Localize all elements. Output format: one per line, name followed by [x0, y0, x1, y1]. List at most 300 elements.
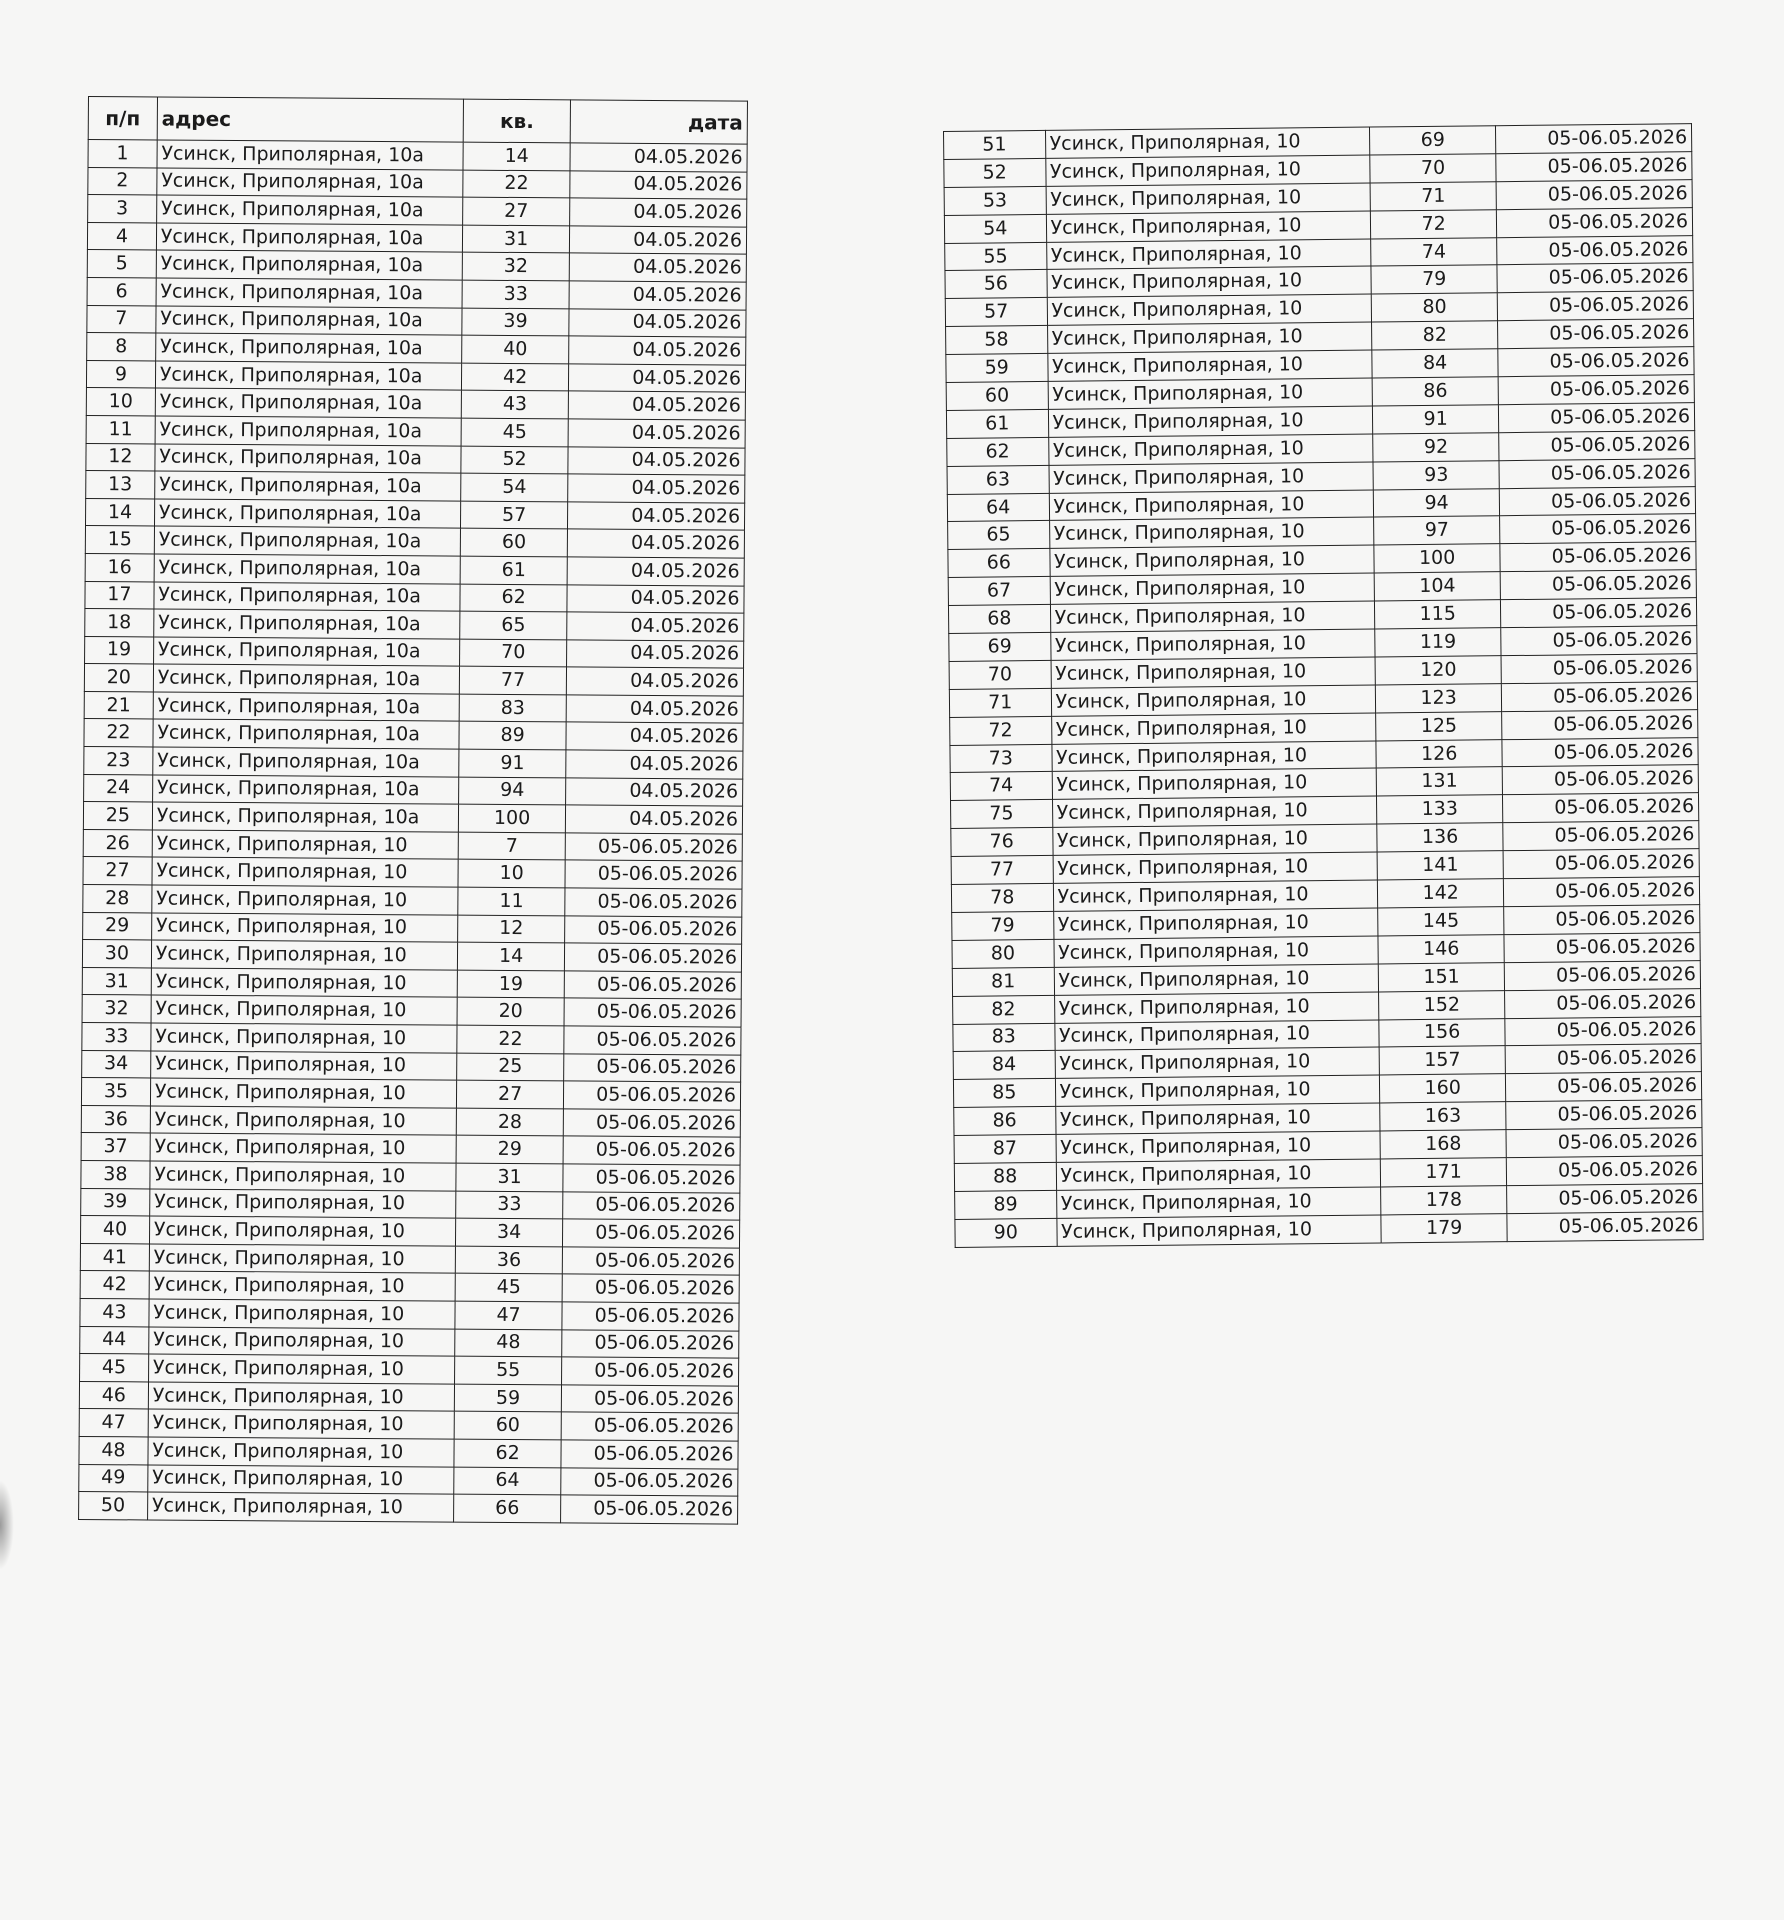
row-address: Усинск, Приполярная, 10	[148, 1382, 454, 1412]
row-apartment: 70	[459, 639, 567, 667]
row-address: Усинск, Приполярная, 10	[1050, 601, 1375, 632]
row-apartment: 45	[455, 1273, 563, 1301]
row-date: 05-06.05.2026	[564, 1053, 741, 1082]
row-apartment: 36	[455, 1246, 563, 1274]
row-number: 32	[82, 995, 151, 1023]
row-date: 05-06.05.2026	[564, 1109, 741, 1138]
row-number: 67	[948, 577, 1050, 606]
row-number: 68	[948, 605, 1050, 634]
row-date: 04.05.2026	[566, 722, 743, 751]
header-apt: кв.	[463, 99, 571, 143]
row-address: Усинск, Приполярная, 10	[150, 1161, 456, 1191]
row-number: 47	[79, 1409, 148, 1437]
row-number: 26	[83, 829, 152, 857]
row-date: 05-06.05.2026	[1504, 932, 1700, 962]
row-apartment: 59	[454, 1384, 562, 1412]
row-date: 05-06.05.2026	[1502, 709, 1698, 739]
row-date: 05-06.05.2026	[1504, 905, 1700, 935]
row-number: 51	[944, 130, 1046, 159]
row-date: 05-06.05.2026	[1506, 1100, 1702, 1130]
row-address: Усинск, Приполярная, 10а	[154, 499, 460, 529]
row-number: 34	[82, 1050, 151, 1078]
row-address: Усинск, Приполярная, 10а	[154, 554, 460, 584]
row-date: 05-06.05.2026	[1496, 124, 1692, 154]
row-address: Усинск, Приполярная, 10	[149, 1271, 455, 1301]
row-address: Усинск, Приполярная, 10а	[155, 333, 461, 363]
row-address: Усинск, Приполярная, 10	[151, 995, 457, 1025]
row-date: 04.05.2026	[567, 612, 744, 641]
row-number: 65	[948, 521, 1050, 550]
row-number: 33	[82, 1022, 151, 1050]
row-date: 05-06.05.2026	[1500, 542, 1696, 572]
row-number: 1	[88, 140, 157, 168]
row-number: 6	[87, 277, 156, 305]
row-number: 74	[950, 772, 1052, 801]
row-apartment: 160	[1380, 1074, 1506, 1103]
row-date: 05-06.05.2026	[1501, 654, 1697, 684]
row-address: Усинск, Приполярная, 10	[150, 1051, 456, 1081]
row-number: 35	[81, 1078, 150, 1106]
row-address: Усинск, Приполярная, 10а	[153, 637, 459, 667]
row-number: 82	[953, 995, 1055, 1024]
row-address: Усинск, Приполярная, 10	[1045, 155, 1370, 186]
row-address: Усинск, Приполярная, 10а	[156, 278, 462, 308]
row-date: 04.05.2026	[568, 529, 745, 558]
row-number: 73	[950, 744, 1052, 773]
row-apartment: 60	[454, 1411, 562, 1439]
row-apartment: 152	[1379, 990, 1505, 1019]
row-date: 05-06.05.2026	[1497, 291, 1693, 321]
row-number: 58	[946, 326, 1048, 355]
row-number: 83	[953, 1023, 1055, 1052]
row-date: 05-06.05.2026	[1500, 514, 1696, 544]
row-address: Усинск, Приполярная, 10	[1048, 406, 1373, 437]
row-address: Усинск, Приполярная, 10	[1052, 796, 1377, 827]
row-apartment: 32	[462, 252, 570, 280]
row-apartment: 25	[456, 1053, 564, 1081]
row-apartment: 7	[458, 832, 566, 860]
row-number: 46	[79, 1381, 148, 1409]
row-date: 04.05.2026	[568, 446, 745, 475]
row-address: Усинск, Приполярная, 10	[150, 1189, 456, 1219]
row-date: 05-06.05.2026	[565, 888, 742, 917]
row-number: 85	[953, 1079, 1055, 1108]
row-apartment: 69	[1370, 126, 1496, 155]
row-number: 2	[88, 167, 157, 195]
row-address: Усинск, Приполярная, 10	[1051, 685, 1376, 716]
row-apartment: 91	[1373, 405, 1499, 434]
row-apartment: 62	[460, 584, 568, 612]
row-number: 57	[945, 298, 1047, 327]
row-apartment: 83	[459, 694, 567, 722]
table-row	[79, 1492, 738, 1524]
row-date: 05-06.05.2026	[1502, 765, 1698, 795]
row-apartment: 141	[1377, 851, 1503, 880]
row-address: Усинск, Приполярная, 10	[1053, 908, 1378, 939]
row-date: 05-06.05.2026	[1505, 1044, 1701, 1074]
row-apartment: 82	[1372, 321, 1498, 350]
row-number: 49	[79, 1464, 148, 1492]
header-date: дата	[571, 100, 748, 144]
row-date: 05-06.05.2026	[562, 1357, 739, 1386]
row-apartment: 72	[1371, 209, 1497, 238]
row-address: Усинск, Приполярная, 10	[1056, 1215, 1381, 1246]
row-date: 05-06.05.2026	[561, 1440, 738, 1469]
row-address: Усинск, Приполярная, 10а	[157, 140, 463, 170]
row-number: 43	[80, 1298, 149, 1326]
row-address: Усинск, Приполярная, 10	[1055, 1047, 1380, 1078]
row-apartment: 10	[458, 860, 566, 888]
row-apartment: 45	[461, 418, 569, 446]
row-address: Усинск, Приполярная, 10а	[155, 416, 461, 446]
row-apartment: 77	[459, 666, 567, 694]
row-apartment: 119	[1375, 628, 1501, 657]
row-apartment: 64	[454, 1467, 562, 1495]
row-apartment: 39	[462, 308, 570, 336]
row-number: 54	[944, 214, 1046, 243]
row-date: 05-06.05.2026	[1500, 570, 1696, 600]
row-address: Усинск, Приполярная, 10	[1046, 211, 1371, 242]
row-apartment: 74	[1371, 237, 1497, 266]
row-number: 4	[87, 222, 156, 250]
row-number: 14	[85, 498, 154, 526]
row-date: 04.05.2026	[569, 336, 746, 365]
row-date: 05-06.05.2026	[1507, 1211, 1703, 1241]
row-address: Усинск, Приполярная, 10	[1054, 936, 1379, 967]
row-apartment: 93	[1373, 460, 1499, 489]
row-apartment: 120	[1375, 656, 1501, 685]
row-address: Усинск, Приполярная, 10	[1047, 350, 1372, 381]
row-number: 79	[952, 911, 1054, 940]
row-number: 17	[85, 581, 154, 609]
row-apartment: 89	[459, 722, 567, 750]
row-date: 05-06.05.2026	[1507, 1183, 1703, 1213]
row-apartment: 97	[1374, 516, 1500, 545]
row-number: 27	[83, 857, 152, 885]
row-apartment: 43	[461, 390, 569, 418]
row-apartment: 54	[461, 473, 569, 501]
row-address: Усинск, Приполярная, 10	[1047, 322, 1372, 353]
row-apartment: 104	[1374, 572, 1500, 601]
row-number: 84	[953, 1051, 1055, 1080]
row-date: 05-06.05.2026	[562, 1412, 739, 1441]
row-number: 52	[944, 158, 1046, 187]
row-date: 04.05.2026	[570, 253, 747, 282]
row-apartment: 123	[1376, 683, 1502, 712]
row-apartment: 65	[460, 611, 568, 639]
header-address: адрес	[157, 97, 463, 142]
row-date: 05-06.05.2026	[564, 998, 741, 1027]
row-address: Усинск, Приполярная, 10	[1047, 294, 1372, 325]
row-date: 05-06.05.2026	[562, 1329, 739, 1358]
row-address: Усинск, Приполярная, 10	[149, 1299, 455, 1329]
row-address: Усинск, Приполярная, 10	[150, 1106, 456, 1136]
row-apartment: 12	[457, 915, 565, 943]
row-address: Усинск, Приполярная, 10	[1048, 378, 1373, 409]
row-number: 42	[80, 1271, 149, 1299]
row-address: Усинск, Приполярная, 10	[149, 1244, 455, 1274]
row-apartment: 62	[454, 1439, 562, 1467]
row-number: 59	[946, 354, 1048, 383]
row-address: Усинск, Приполярная, 10	[1054, 992, 1379, 1023]
row-apartment: 80	[1372, 293, 1498, 322]
row-apartment: 94	[1374, 488, 1500, 517]
row-number: 48	[79, 1436, 148, 1464]
row-number: 69	[949, 632, 1051, 661]
row-date: 05-06.05.2026	[563, 1136, 740, 1165]
address-table-right	[943, 123, 1704, 1247]
row-address: Усинск, Приполярная, 10	[1046, 266, 1371, 297]
row-date: 05-06.05.2026	[1498, 403, 1694, 433]
row-apartment: 133	[1377, 795, 1503, 824]
row-address: Усинск, Приполярная, 10	[148, 1464, 454, 1494]
row-address: Усинск, Приполярная, 10	[1054, 1019, 1379, 1050]
row-address: Усинск, Приполярная, 10а	[153, 664, 459, 694]
row-address: Усинск, Приполярная, 10а	[156, 250, 462, 280]
row-number: 3	[88, 195, 157, 223]
row-apartment: 27	[456, 1080, 564, 1108]
row-date: 04.05.2026	[570, 198, 747, 227]
row-number: 21	[84, 691, 153, 719]
row-date: 05-06.05.2026	[563, 1191, 740, 1220]
row-apartment: 168	[1380, 1130, 1506, 1159]
row-date: 05-06.05.2026	[562, 1385, 739, 1414]
row-date: 05-06.05.2026	[1496, 179, 1692, 209]
row-date: 05-06.05.2026	[564, 1026, 741, 1055]
header-num: п/п	[88, 97, 157, 140]
row-apartment: 151	[1379, 962, 1505, 991]
row-number: 81	[952, 967, 1054, 996]
row-number: 86	[954, 1107, 1056, 1136]
row-apartment: 33	[456, 1191, 564, 1219]
row-date: 05-06.05.2026	[1499, 486, 1695, 516]
row-address: Усинск, Приполярная, 10	[147, 1492, 453, 1522]
row-number: 40	[80, 1216, 149, 1244]
row-address: Усинск, Приполярная, 10	[1055, 1075, 1380, 1106]
row-apartment: 31	[456, 1163, 564, 1191]
row-date: 05-06.05.2026	[1503, 793, 1699, 823]
row-number: 5	[87, 250, 156, 278]
row-address: Усинск, Приполярная, 10	[150, 1133, 456, 1163]
row-apartment: 100	[458, 804, 566, 832]
row-address: Усинск, Приполярная, 10а	[152, 775, 458, 805]
row-address: Усинск, Приполярная, 10	[148, 1354, 454, 1384]
row-date: 05-06.05.2026	[1500, 598, 1696, 628]
row-address: Усинск, Приполярная, 10	[1052, 824, 1377, 855]
table-body-left	[79, 140, 748, 1524]
row-apartment: 125	[1376, 711, 1502, 740]
row-number: 13	[86, 471, 155, 499]
row-number: 24	[84, 774, 153, 802]
row-address: Усинск, Приполярная, 10	[148, 1409, 454, 1439]
row-apartment: 100	[1374, 544, 1500, 573]
address-table-left	[78, 96, 748, 1524]
row-number: 72	[950, 716, 1052, 745]
row-date: 05-06.05.2026	[1496, 207, 1692, 237]
row-address: Усинск, Приполярная, 10	[1049, 462, 1374, 493]
row-number: 64	[947, 493, 1049, 522]
row-apartment: 40	[461, 335, 569, 363]
row-number: 28	[83, 885, 152, 913]
row-address: Усинск, Приполярная, 10	[1055, 1103, 1380, 1134]
row-address: Усинск, Приполярная, 10	[1051, 741, 1376, 772]
row-number: 76	[951, 828, 1053, 857]
row-number: 7	[87, 305, 156, 333]
row-address: Усинск, Приполярная, 10	[1049, 490, 1374, 521]
row-date: 05-06.05.2026	[1501, 626, 1697, 656]
row-number: 20	[84, 664, 153, 692]
row-date: 05-06.05.2026	[1499, 458, 1695, 488]
row-number: 71	[949, 688, 1051, 717]
row-date: 04.05.2026	[567, 640, 744, 669]
row-number: 87	[954, 1134, 1056, 1163]
row-number: 11	[86, 415, 155, 443]
row-address: Усинск, Приполярная, 10	[152, 885, 458, 915]
row-number: 16	[85, 553, 154, 581]
row-number: 89	[955, 1190, 1057, 1219]
row-apartment: 146	[1378, 934, 1504, 963]
row-number: 22	[84, 719, 153, 747]
row-address: Усинск, Приполярная, 10а	[155, 471, 461, 501]
row-date: 04.05.2026	[569, 391, 746, 420]
row-number: 8	[87, 333, 156, 361]
row-apartment: 14	[457, 942, 565, 970]
row-address: Усинск, Приполярная, 10	[1050, 629, 1375, 660]
row-apartment: 94	[458, 777, 566, 805]
row-date: 05-06.05.2026	[562, 1302, 739, 1331]
row-address: Усинск, Приполярная, 10	[151, 913, 457, 943]
row-apartment: 156	[1379, 1018, 1505, 1047]
row-number: 88	[954, 1162, 1056, 1191]
row-address: Усинск, Приполярная, 10	[150, 1078, 456, 1108]
row-address: Усинск, Приполярная, 10а	[152, 802, 458, 832]
row-address: Усинск, Приполярная, 10	[1046, 183, 1371, 214]
row-address: Усинск, Приполярная, 10	[149, 1326, 455, 1356]
row-apartment: 84	[1372, 349, 1498, 378]
row-number: 61	[946, 409, 1048, 438]
row-apartment: 28	[456, 1108, 564, 1136]
row-number: 31	[82, 967, 151, 995]
row-apartment: 79	[1371, 265, 1497, 294]
row-apartment: 115	[1375, 600, 1501, 629]
row-number: 55	[945, 242, 1047, 271]
row-date: 05-06.05.2026	[566, 833, 743, 862]
row-address: Усинск, Приполярная, 10	[152, 830, 458, 860]
row-apartment: 136	[1377, 823, 1503, 852]
row-number: 23	[84, 747, 153, 775]
row-apartment: 92	[1373, 432, 1499, 461]
row-address: Усинск, Приполярная, 10	[152, 857, 458, 887]
row-number: 37	[81, 1133, 150, 1161]
row-number: 66	[948, 549, 1050, 578]
row-address: Усинск, Приполярная, 10	[1046, 239, 1371, 270]
row-date: 05-06.05.2026	[1498, 375, 1694, 405]
row-number: 53	[944, 186, 1046, 215]
row-date: 05-06.05.2026	[1499, 430, 1695, 460]
row-apartment: 145	[1378, 907, 1504, 936]
row-date: 04.05.2026	[568, 502, 745, 531]
row-date: 05-06.05.2026	[1498, 347, 1694, 377]
row-address: Усинск, Приполярная, 10	[151, 968, 457, 998]
row-date: 04.05.2026	[566, 778, 743, 807]
row-apartment: 61	[460, 556, 568, 584]
row-date: 04.05.2026	[566, 750, 743, 779]
row-address: Усинск, Приполярная, 10	[1049, 545, 1374, 576]
row-apartment: 52	[461, 446, 569, 474]
row-address: Усинск, Приполярная, 10	[1056, 1131, 1381, 1162]
row-apartment: 11	[458, 887, 566, 915]
row-apartment: 60	[460, 528, 568, 556]
row-date: 05-06.05.2026	[565, 860, 742, 889]
row-date: 04.05.2026	[570, 226, 747, 255]
row-apartment: 22	[463, 170, 571, 198]
row-date: 05-06.05.2026	[563, 1247, 740, 1276]
row-date: 05-06.05.2026	[563, 1164, 740, 1193]
row-apartment: 19	[457, 970, 565, 998]
row-date: 04.05.2026	[567, 667, 744, 696]
row-address: Усинск, Приполярная, 10	[1049, 517, 1374, 548]
row-apartment: 91	[459, 749, 567, 777]
row-date: 04.05.2026	[567, 557, 744, 586]
row-date: 04.05.2026	[567, 584, 744, 613]
row-date: 05-06.05.2026	[1496, 152, 1692, 182]
row-number: 60	[946, 381, 1048, 410]
row-address: Усинск, Приполярная, 10	[151, 940, 457, 970]
row-apartment: 47	[455, 1301, 563, 1329]
row-date: 04.05.2026	[568, 419, 745, 448]
row-number: 29	[83, 912, 152, 940]
row-date: 04.05.2026	[570, 170, 747, 199]
row-number: 19	[85, 636, 154, 664]
row-apartment: 22	[457, 1025, 565, 1053]
row-address: Усинск, Приполярная, 10а	[156, 195, 462, 225]
row-apartment: 131	[1376, 767, 1502, 796]
row-address: Усинск, Приполярная, 10	[1051, 713, 1376, 744]
row-address: Усинск, Приполярная, 10	[151, 1023, 457, 1053]
row-apartment: 33	[462, 280, 570, 308]
row-apartment: 163	[1380, 1102, 1506, 1131]
row-apartment: 157	[1379, 1046, 1505, 1075]
row-date: 05-06.05.2026	[1503, 877, 1699, 907]
row-number: 50	[79, 1492, 148, 1520]
row-number: 56	[945, 270, 1047, 299]
row-apartment: 29	[456, 1135, 564, 1163]
row-apartment: 66	[453, 1494, 561, 1522]
row-address: Усинск, Приполярная, 10а	[156, 223, 462, 253]
row-apartment: 31	[462, 225, 570, 253]
row-date: 05-06.05.2026	[562, 1274, 739, 1303]
row-number: 9	[86, 360, 155, 388]
row-date: 05-06.05.2026	[1505, 1072, 1701, 1102]
row-number: 70	[949, 660, 1051, 689]
row-number: 36	[81, 1105, 150, 1133]
row-apartment: 42	[461, 363, 569, 391]
row-apartment: 27	[462, 197, 570, 225]
row-date: 05-06.05.2026	[1505, 988, 1701, 1018]
row-date: 05-06.05.2026	[561, 1495, 738, 1524]
row-number: 44	[80, 1326, 149, 1354]
row-date: 04.05.2026	[570, 143, 747, 172]
row-date: 05-06.05.2026	[1504, 960, 1700, 990]
row-date: 05-06.05.2026	[1497, 235, 1693, 265]
row-number: 41	[80, 1243, 149, 1271]
row-address: Усинск, Приполярная, 10	[1052, 768, 1377, 799]
row-apartment: 20	[457, 998, 565, 1026]
row-address: Усинск, Приполярная, 10	[148, 1437, 454, 1467]
row-address: Усинск, Приполярная, 10	[1045, 127, 1370, 158]
row-date: 05-06.05.2026	[561, 1467, 738, 1496]
row-address: Усинск, Приполярная, 10	[1054, 964, 1379, 995]
